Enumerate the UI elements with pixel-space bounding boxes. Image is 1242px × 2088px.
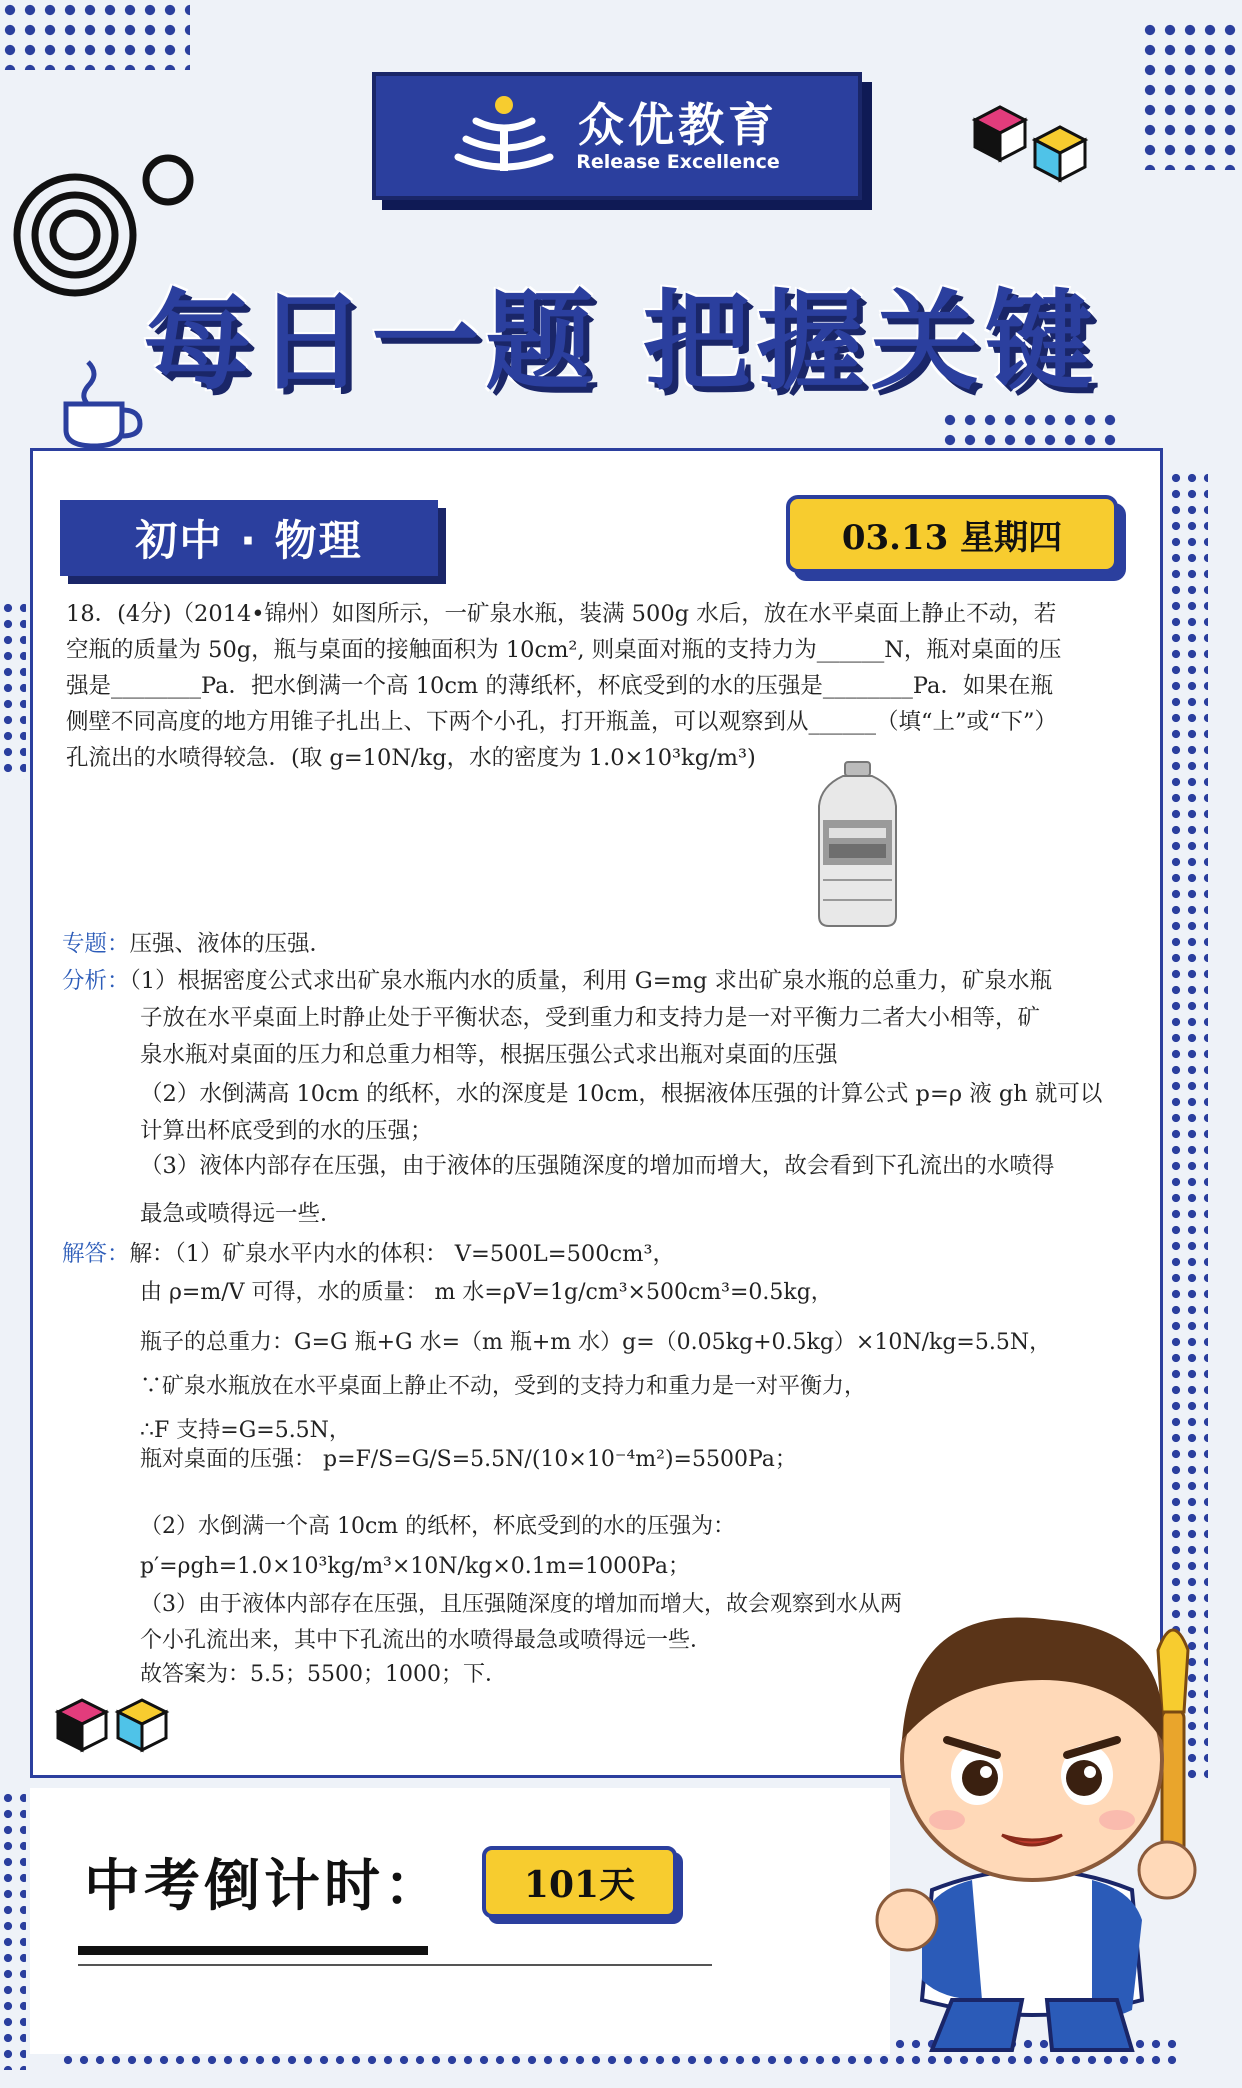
dot-pattern-top-left: [0, 0, 190, 70]
analysis-line: （1）根据密度公式求出矿泉水瓶内水的质量，利用 G=mg 求出矿泉水瓶的总重力，矿泉水瓶: [129, 968, 1052, 994]
brand-name-cn: 众优教育: [578, 98, 778, 152]
analysis-line: 最急或喷得远一些．: [140, 1201, 343, 1227]
logo-banner: [372, 72, 862, 200]
cubes-icon: [52, 1690, 182, 1770]
solution-line: 瓶子的总重力：G=G 瓶+G 水=（m 瓶+m 水）g=（0.05kg+0.5kg）×10N/kg=5.5N，: [140, 1330, 1052, 1355]
analysis-label: 分析：: [62, 968, 130, 994]
topic-text: 压强、液体的压强．: [129, 931, 333, 957]
topic-section: [62, 926, 1142, 962]
solution-line: （2）水倒满一个高 10cm 的纸杯，杯底受到的水的压强为：: [140, 1514, 736, 1539]
solution-line: （3）由于液体内部存在压强，且压强随深度的增加而增大，故会观察到水从两: [140, 1592, 902, 1617]
brand-name-en: Release Excellence: [576, 151, 780, 173]
solution-line: p′=ρgh=1.0×10³kg/m³×10N/kg×0.1m=1000Pa；: [140, 1554, 691, 1579]
analysis-line: （2）水倒满高 10cm 的纸杯，水的深度是 10cm，根据液体压强的计算公式 p=ρ 液 gh 就可以: [140, 1081, 1103, 1107]
date-tag: 03.13 星期四: [786, 495, 1118, 573]
solution-line: ∴F 支持=G=5.5N，: [140, 1418, 351, 1443]
question-line: 强是________Pa．把水倒满一个高 10cm 的薄纸杯，杯底受到的水的压强是________Pa．如果在瓶: [66, 673, 1053, 699]
question-line: 空瓶的质量为 50g，瓶与桌面的接触面积为 10cm², 则桌面对瓶的支持力为______N，瓶对桌面的压: [66, 637, 1062, 663]
solution-label: 解答：: [62, 1241, 130, 1267]
mascot-boy-image: [862, 1590, 1222, 2070]
dot-pattern-left-edge: [0, 600, 26, 780]
solution-line: 由 ρ=m/V 可得，水的质量： m 水=ρV=1g/cm³×500cm³=0.5kg，: [140, 1280, 833, 1305]
analysis-line: （3）液体内部存在压强，由于液体的压强随深度的增加而增大，故会看到下孔流出的水喷得: [140, 1153, 1055, 1179]
solution-line: 解：（1）矿泉水平内水的体积： V=500L=500cm³，: [129, 1241, 675, 1267]
headline: 每日一题 把握关键: [143, 280, 1099, 405]
dot-pattern-top-right: [1140, 20, 1240, 170]
solution-line: 个小孔流出来，其中下孔流出的水喷得最急或喷得远一些．: [140, 1628, 713, 1653]
subject-tag: 初中 · 物理: [60, 500, 438, 576]
question-text: [66, 596, 1146, 776]
countdown-label: 中考倒计时：: [84, 1854, 444, 1919]
question-line: 孔流出的水喷得较急．(取 g=10N/kg，水的密度为 1.0×10³kg/m³): [66, 745, 756, 771]
topic-label: 专题：: [62, 931, 130, 957]
analysis-line: 子放在水平桌面上时静止处于平衡状态，受到重力和支持力是一对平衡力二者大小相等，矿: [140, 1005, 1041, 1031]
cubes-icon: [965, 95, 1095, 190]
analysis-line: 泉水瓶对桌面的压力和总重力相等，根据压强公式求出瓶对桌面的压强: [140, 1042, 838, 1068]
solution-line: ∵矿泉水瓶放在水平桌面上静止不动，受到的支持力和重力是一对平衡力，: [140, 1374, 867, 1399]
decorative-underline: [78, 1964, 712, 1966]
countdown-value: 101天: [482, 1846, 677, 1918]
analysis-section: [62, 963, 1142, 999]
logo-text: [576, 99, 780, 173]
solution-line: 瓶对桌面的压强： p=F/S=G/S=5.5N/(10×10⁻⁴m²)=5500Pa；: [140, 1447, 797, 1472]
water-bottle-image: [815, 760, 900, 930]
solution-section: [62, 1236, 1142, 1272]
logo-icon: [454, 91, 554, 181]
ring-icon: [138, 150, 198, 210]
decorative-underline: [78, 1946, 428, 1955]
question-line: 18．(4分)（2014•锦州）如图所示，一矿泉水瓶，装满 500g 水后，放在水平桌面上静止不动，若: [66, 601, 1057, 627]
solution-line: 故答案为：5.5；5500；1000；下．: [140, 1662, 507, 1687]
dot-pattern-bottom-left: [0, 1790, 26, 2070]
dot-pattern-right: [940, 410, 1120, 450]
question-line: 侧壁不同高度的地方用锥子扎出上、下两个小孔，打开瓶盖，可以观察到从______（填“上”或“下”）: [66, 709, 1058, 735]
analysis-line: 计算出杯底受到的水的压强；: [140, 1118, 433, 1144]
